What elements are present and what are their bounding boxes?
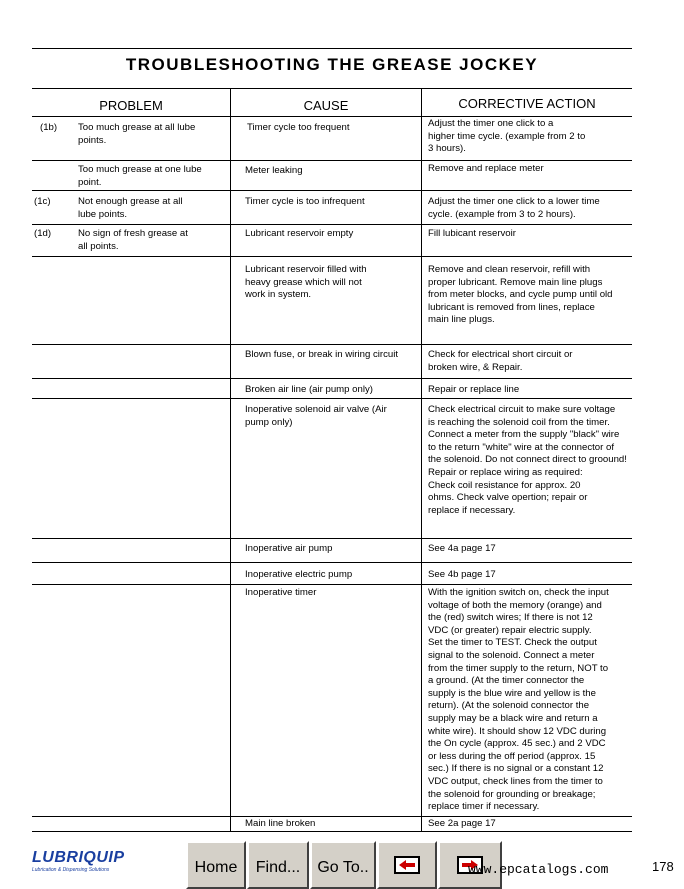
cause-cell: Timer cycle too frequent: [247, 122, 350, 133]
logo-text: LUBRIQUIP: [32, 849, 125, 866]
website-url: www.epcatalogs.com: [468, 862, 609, 877]
row-rule: [32, 398, 632, 399]
header-action: CORRECTIVE ACTION: [458, 96, 596, 111]
arrow-left-icon: [394, 856, 420, 874]
row-rule: [32, 538, 632, 539]
header-cause: CAUSE: [303, 98, 349, 113]
action-cell: With the ignition switch on, check the input voltage of both the memory (orange) and the (red) switch wires; If there is not 12 VDC (or greater) repair electric supply. Set the timer to TEST. Check the output signal to the solenoid. Connect a meter from the timer supply to the return, NOT to a ground. (At the timer connector the supply is the blue wire and yellow is the return). (At the solenoid connector the supply may be a black wire and return a white wire). It should show 12 VDC during the On cycle (approx. 45 sec.) and 2 VDC or less during the off period (approx. 15 sec.) If there is no signal or a constant 12 VDC output, check lines from the timer to the solenoid for grounding or breakage; replace timer if necessary.: [428, 587, 609, 813]
logo-tagline: Lubrication & Dispensing Solutions: [32, 867, 110, 873]
home-label: Home: [194, 859, 238, 876]
row-number: (1b): [40, 122, 58, 133]
cause-cell: Timer cycle is too infrequent: [245, 196, 365, 207]
action-cell: Check for electrical short circuit or broken wire, & Repair.: [428, 349, 573, 373]
row-number: (1c): [34, 196, 51, 207]
cause-cell: Meter leaking: [245, 165, 303, 176]
row-number: (1d): [34, 228, 52, 239]
table-top-rule: [32, 88, 632, 89]
cause-cell: Lubricant reservoir filled with heavy grease which will not work in system.: [245, 264, 367, 301]
col-divider-1-mid: [230, 205, 231, 224]
find-label: Find...: [255, 859, 301, 876]
goto-button[interactable]: [310, 841, 376, 889]
row-rule: [32, 584, 632, 585]
action-cell: See 4b page 17: [428, 569, 496, 580]
row-rule: [32, 344, 632, 345]
page-number: 178: [652, 859, 674, 874]
table-bottom-rule: [32, 831, 632, 832]
cause-cell: Lubricant reservoir empty: [245, 228, 354, 239]
goto-label: Go To..: [317, 859, 369, 876]
row-rule: [32, 160, 632, 161]
action-cell: Remove and clean reservoir, refill with proper lubricant. Remove main line plugs from meter blocks, and cycle pump until old lubricant is removed from lines, replace main line plugs.: [428, 264, 613, 326]
col-divider-1: [230, 224, 231, 831]
row-rule: [32, 224, 632, 225]
cause-cell: Inoperative electric pump: [245, 569, 353, 580]
action-cell: Repair or replace line: [428, 384, 520, 395]
home-button[interactable]: [186, 841, 246, 889]
back-button[interactable]: [377, 841, 437, 889]
cause-cell: Main line broken: [245, 818, 316, 829]
header-problem: PROBLEM: [99, 98, 163, 113]
cause-cell: Blown fuse, or break in wiring circuit: [245, 349, 399, 360]
action-cell: Remove and replace meter: [428, 163, 544, 174]
row-rule: [32, 562, 632, 563]
action-cell: Adjust the timer one click to a higher time cycle. (example from 2 to 3 hours).: [428, 118, 586, 155]
problem-cell: No sign of fresh grease at all points.: [78, 228, 188, 252]
action-cell: Check electrical circuit to make sure voltage is reaching the solenoid coil from the timer. Connect a meter from the supply "black" wire to the return "white" wire at the connector of the solenoid. Do not connect direct to groound! Repair or replace wiring as required: Check coil resistance for approx. 20 ohms. Check valve opertion; repair or replace if necessary.: [428, 404, 627, 516]
row-rule: [32, 378, 632, 379]
row-rule: [32, 816, 632, 817]
col-divider-2: [421, 88, 422, 831]
problem-cell: Too much grease at one lube point.: [78, 164, 202, 188]
cause-cell: Inoperative timer: [245, 587, 317, 598]
action-cell: Adjust the timer one click to a lower time cycle. (example from 3 to 2 hours).: [428, 196, 600, 220]
page-title: TROUBLESHOOTING THE GREASE JOCKEY: [125, 55, 539, 74]
cause-cell: Inoperative air pump: [245, 543, 333, 554]
problem-cell: Not enough grease at all lube points.: [78, 196, 183, 220]
row-rule: [32, 190, 632, 191]
cause-cell: Broken air line (air pump only): [245, 384, 373, 395]
action-cell: Fill lubicant reservoir: [428, 228, 516, 239]
action-cell: See 4a page 17: [428, 543, 496, 554]
cause-cell: Inoperative solenoid air valve (Air pump only): [245, 404, 387, 428]
row-rule: [32, 256, 632, 257]
top-rule: [32, 48, 632, 49]
lubriquip-logo: [32, 849, 142, 877]
problem-cell: Too much grease at all lube points.: [78, 122, 196, 146]
find-button[interactable]: [247, 841, 309, 889]
header-rule: [32, 116, 632, 117]
action-cell: See 2a page 17: [428, 818, 496, 829]
